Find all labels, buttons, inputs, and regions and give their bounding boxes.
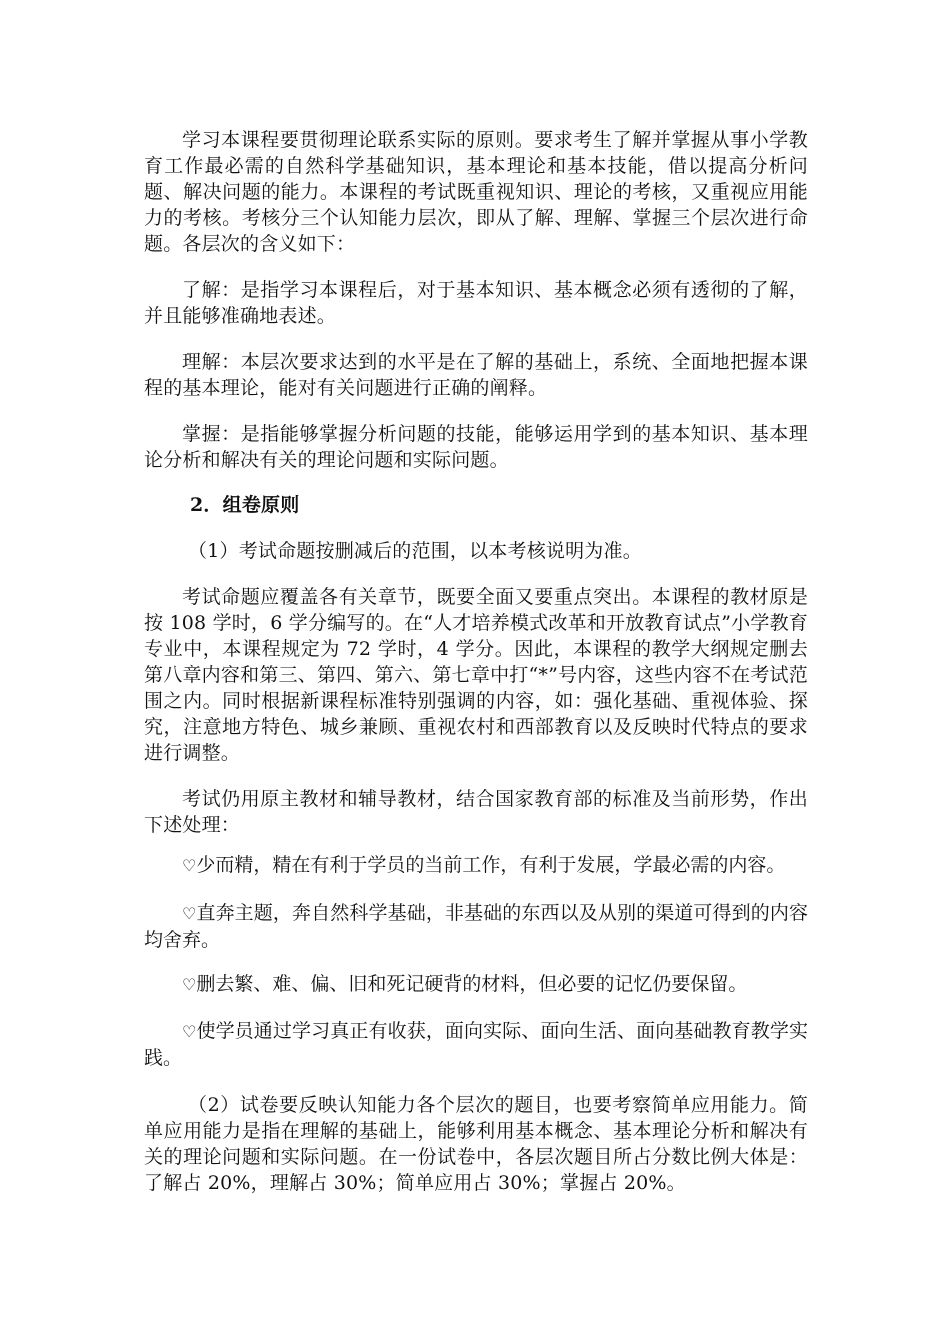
bullet-text: 少而精，精在有利于学员的当前工作，有利于发展，学最必需的内容。	[196, 854, 786, 876]
bullet-item-4	[144, 1018, 808, 1071]
paragraph-master-level: 掌握：是指能够掌握分析问题的技能，能够运用学到的基本知识、基本理论分析和解决有关的理论问题和实际问题。	[144, 423, 808, 471]
bullet-text: 直奔主题，奔自然科学基础，非基础的东西以及从别的渠道可得到的内容均舍弃。	[144, 902, 808, 951]
heart-outline-icon: ♡	[182, 975, 197, 994]
bullet-item-2	[144, 900, 808, 953]
heart-outline-icon: ♡	[182, 856, 197, 875]
paragraph-principles: 学习本课程要贯彻理论联系实际的原则。要求考生了解并掌握从事小学教育工作最必需的自然科学基础知识，基本理论和基本技能，借以提高分析问题、解决问题的能力。本课程的考试既重视知识、理论的考核，又重视应用能力的考核。考核分三个认知能力层次，即从了解、理解、掌握三个层次进行命题。各层次的含义如下：	[144, 129, 808, 255]
heart-outline-icon: ♡	[182, 904, 197, 923]
heart-outline-icon: ♡	[182, 1022, 197, 1041]
bullet-text: 使学员通过学习真正有收获，面向实际、面向生活、面向基础教育教学实践。	[144, 1020, 808, 1069]
paragraph-rule-1: （1）考试命题按删减后的范围，以本考核说明为准。	[188, 540, 642, 562]
section-heading: 2．组卷原则	[190, 494, 300, 516]
paragraph-understand-level: 了解：是指学习本课程后，对于基本知识、基本概念必须有透彻的了解，并且能够准确地表述。	[144, 279, 808, 327]
bullet-text: 删去繁、难、偏、旧和死记硬背的材料，但必要的记忆仍要保留。	[196, 973, 748, 995]
paragraph-comprehend-level: 理解：本层次要求达到的水平是在了解的基础上，系统、全面地把握本课程的基本理论，能对有关问题进行正确的阐释。	[144, 351, 808, 399]
paragraph-rule-2: （2）试卷要反映认知能力各个层次的题目，也要考察简单应用能力。简单应用能力是指在理解的基础上，能够利用基本概念、基本理论分析和解决有关的理论问题和实际问题。在一份试卷中，各层次题目所占分数比例大体是：了解占 20%，理解占 30%；简单应用占 30%；掌握占 20%。	[144, 1094, 808, 1194]
bullet-item-1	[144, 852, 808, 879]
paragraph-coverage: 考试命题应覆盖各有关章节，既要全面又要重点突出。本课程的教材原是按 108 学时，6 学分编写的。在“人才培养模式改革和开放教育试点”小学教育专业中，本课程规定为 72 学时，4 学分。因此，本课程的教学大纲规定删去第八章内容和第三、第四、第六、第七章中打“*”号内容，这些内容不在考试范围之内。同时根据新课程标准特别强调的内容，如：强化基础、重视体验、探究，注意地方特色、城乡兼顾、重视农村和西部教育以及反映时代特点的要求进行调整。	[144, 586, 808, 764]
paragraph-treatment: 考试仍用原主教材和辅导教材，结合国家教育部的标准及当前形势，作出下述处理：	[144, 788, 808, 836]
bullet-item-3	[144, 971, 808, 998]
